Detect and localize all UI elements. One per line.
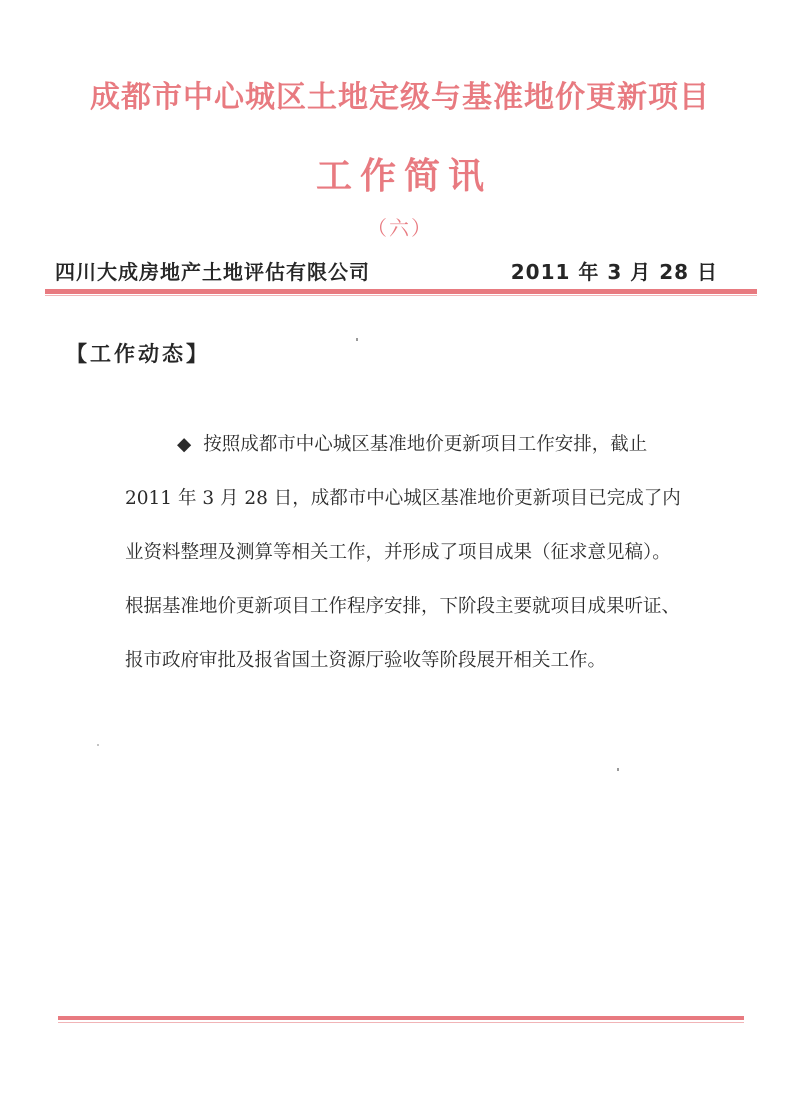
scan-speck [356, 338, 358, 341]
newsletter-title: 成都市中心城区土地定级与基准地价更新项目 [90, 80, 710, 115]
section-heading: 【工作动态】 [66, 342, 210, 366]
paragraph-line: 报市政府审批及报省国土资源厅验收等阶段展开相关工作。 [125, 650, 607, 671]
scan-speck [97, 744, 99, 746]
paragraph-line: 业资料整理及测算等相关工作，并形成了项目成果（征求意见稿）。 [125, 542, 671, 563]
paragraph-line [125, 418, 745, 472]
diamond-bullet-icon: ◆ [177, 434, 192, 455]
top-divider-thin [45, 295, 757, 296]
bottom-divider [58, 1016, 744, 1020]
bottom-divider-thin [58, 1022, 744, 1023]
issue-date: 2011 年 3 月 28 日 [510, 260, 718, 284]
paragraph-line: 根据基准地价更新项目工作程序安排，下阶段主要就项目成果听证、 [125, 596, 681, 617]
scan-speck [617, 768, 619, 771]
paragraph-line: 2011 年 3 月 28 日，成都市中心城区基准地价更新项目已完成了内 [125, 488, 681, 509]
body-paragraph [125, 418, 745, 688]
top-divider [45, 289, 757, 294]
line-text: 按照成都市中心城区基准地价更新项目工作安排，截止 [203, 434, 648, 455]
organization-name: 四川大成房地产土地评估有限公司 [55, 260, 370, 284]
newsletter-subtitle: 工作简讯 [315, 156, 492, 197]
issue-number: （六） [367, 216, 433, 240]
